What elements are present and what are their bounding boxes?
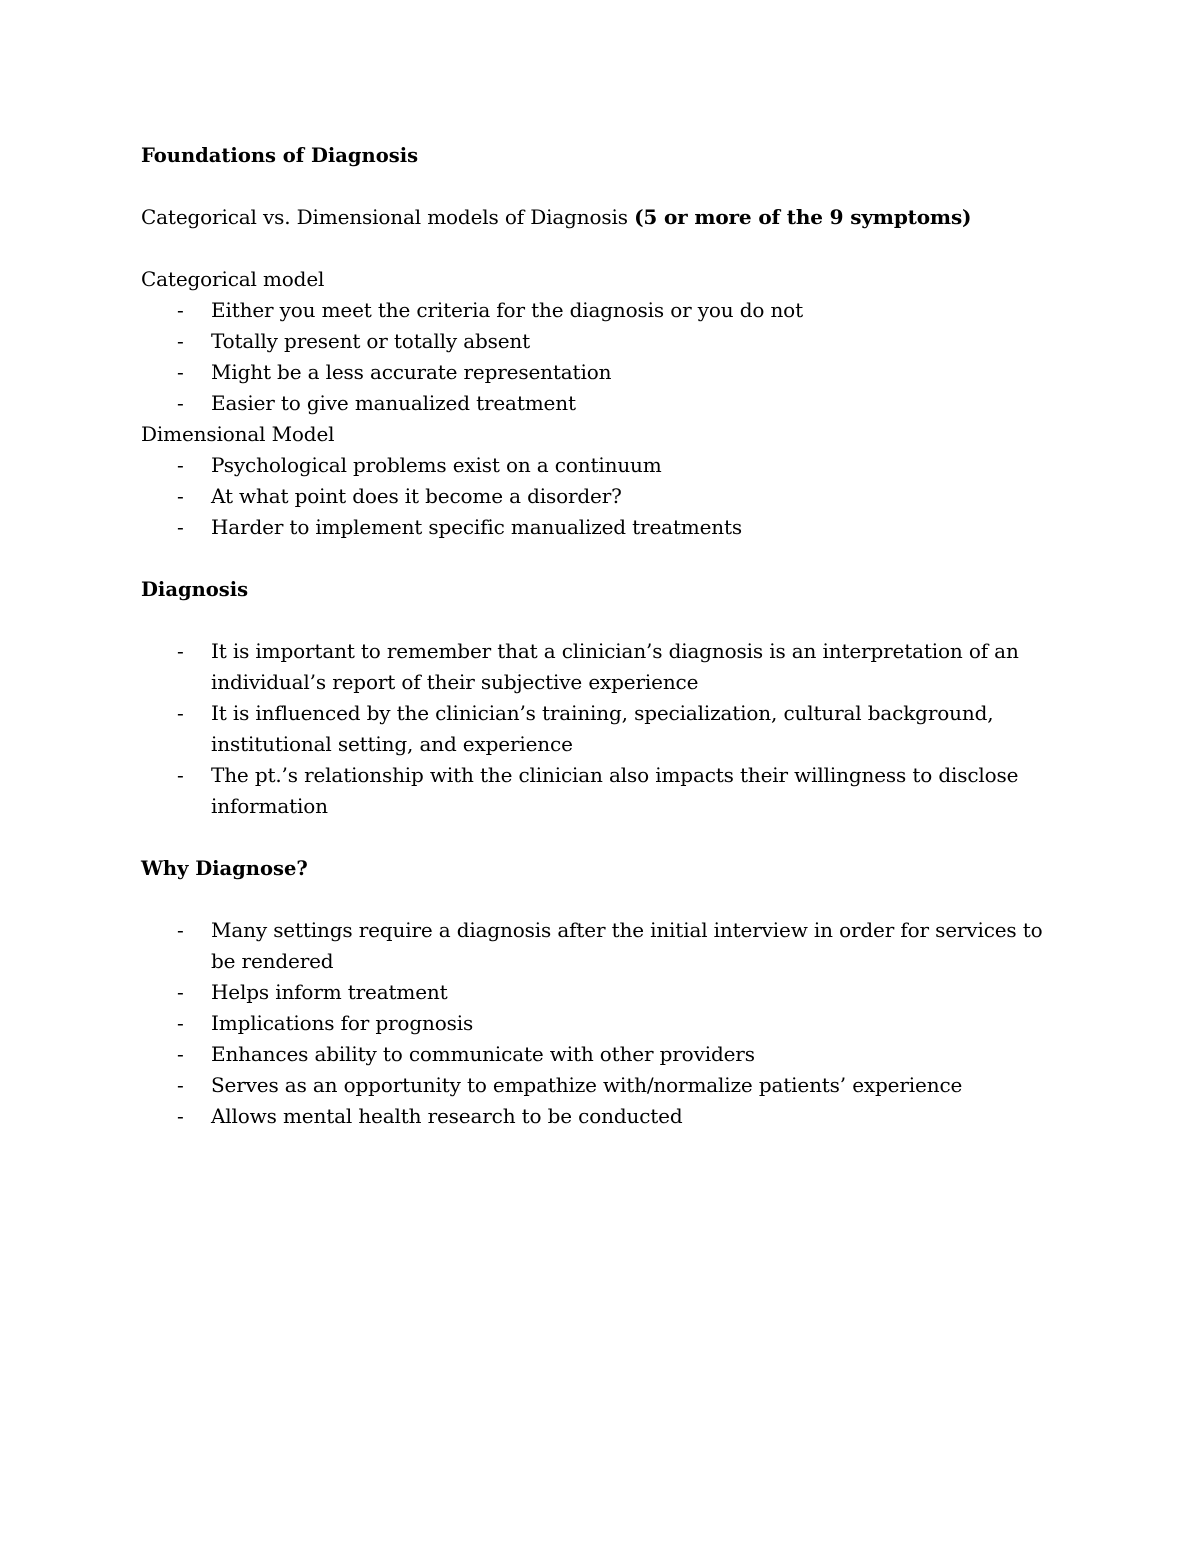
diagnosis-list: [141, 636, 1061, 822]
spacer: [141, 884, 1061, 915]
list-item: - Harder to implement specific manualized treatments: [141, 512, 1061, 543]
intro-text: Categorical vs. Dimensional models of Diagnosis: [141, 205, 635, 229]
list-item: - Either you meet the criteria for the diagnosis or you do not: [141, 295, 1061, 326]
list-item: - Might be a less accurate representation: [141, 357, 1061, 388]
categorical-list: [141, 295, 1061, 419]
intro-emphasis: (5 or more of the 9 symptoms): [634, 205, 972, 229]
document-title: Foundations of Diagnosis: [141, 144, 419, 167]
document-body: [141, 140, 1061, 1132]
why-diagnose-list: [141, 915, 1061, 1132]
dimensional-heading: Dimensional Model: [141, 422, 335, 446]
why-diagnose-heading: Why Diagnose?: [141, 857, 308, 880]
intro-paragraph: [141, 202, 1061, 233]
spacer: [141, 171, 1061, 202]
dimensional-list: [141, 450, 1061, 543]
list-item: - Helps inform treatment: [141, 977, 1061, 1008]
spacer: [141, 543, 1061, 574]
list-item: - Allows mental health research to be conducted: [141, 1101, 1061, 1132]
categorical-heading: Categorical model: [141, 267, 325, 291]
list-item: - Serves as an opportunity to empathize with/normalize patients’ experience: [141, 1070, 1061, 1101]
spacer: [141, 822, 1061, 853]
diagnosis-heading: Diagnosis: [141, 578, 249, 601]
spacer: [141, 233, 1061, 264]
list-item: - Many settings require a diagnosis after the initial interview in order for services to be rendered: [141, 915, 1061, 977]
list-item: - Enhances ability to communicate with other providers: [141, 1039, 1061, 1070]
list-item: - It is influenced by the clinician’s training, specialization, cultural background, institutional setting, and experience: [141, 698, 1061, 760]
list-item: - Totally present or totally absent: [141, 326, 1061, 357]
list-item: - At what point does it become a disorder?: [141, 481, 1061, 512]
list-item: - Psychological problems exist on a continuum: [141, 450, 1061, 481]
list-item: - Implications for prognosis: [141, 1008, 1061, 1039]
list-item: - The pt.’s relationship with the clinician also impacts their willingness to disclose information: [141, 760, 1061, 822]
list-item: - It is important to remember that a clinician’s diagnosis is an interpretation of an individual’s report of their subjective experience: [141, 636, 1061, 698]
list-item: - Easier to give manualized treatment: [141, 388, 1061, 419]
spacer: [141, 605, 1061, 636]
